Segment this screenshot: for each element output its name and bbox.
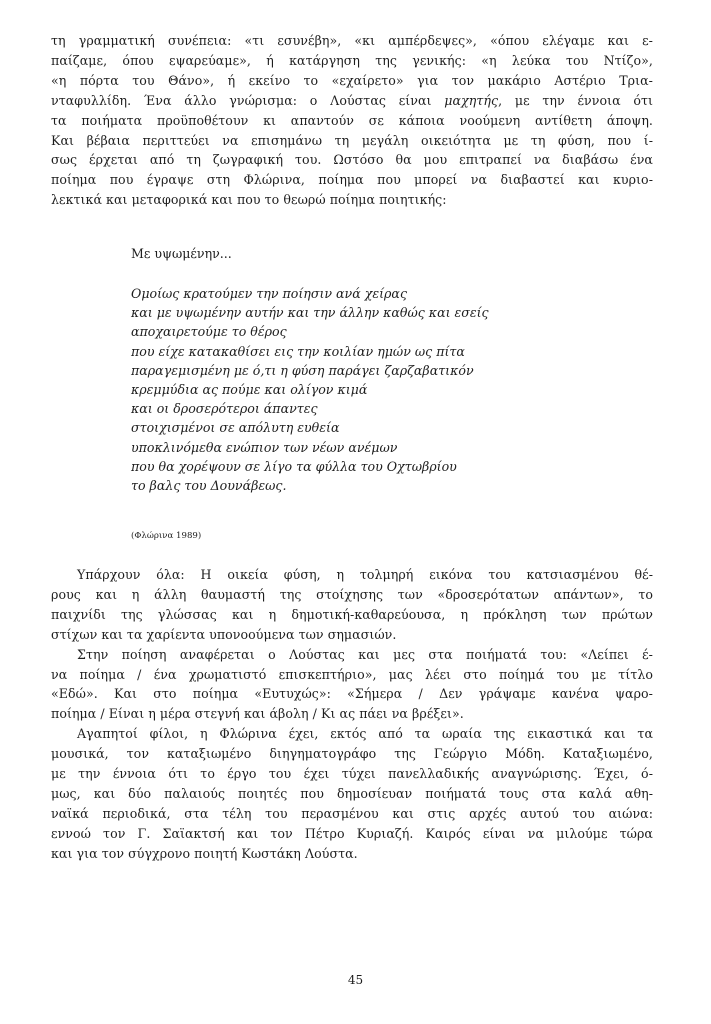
text-line: παίζαμε, όπου εψαρεύαμε», ή κατάργηση της γενικής: «η λεύκα του Ντίζο», [51, 52, 653, 68]
text-line: με την έννοια ότι το έργο του έχει τύχει πανελλαδικής αναγνώρισης. Έχει, ό- [51, 766, 653, 782]
text-line: λεκτικά και μεταφορικά και που το θεωρώ ποίημα ποιητικής: [51, 192, 447, 208]
poem-line: στοιχισμένοι σε απόλυτη ευθεία [131, 420, 340, 436]
text-line: και για τον σύγχρονο ποιητή Κωστάκη Λούστα. [51, 845, 358, 861]
poem-line: κρεμμύδια ας πούμε και ολίγον κιμά [131, 382, 368, 398]
page-number: 45 [347, 973, 364, 987]
text-line: Υπάρχουν όλα: Η οικεία φύση, η τολμηρή εικόνα του κατσιασμένου θέ- [77, 567, 653, 582]
poem-line: αποχαιρετούμε το θέρος [131, 324, 287, 340]
text-line: τη γραμματική συνέπεια: «τι εσυνέβη», «κι αμπέρδεψες», «όπου ελέγαμε και ε- [51, 33, 653, 48]
poem-line: υποκλινόμεθα ενώπιον των νέων ανέμων [131, 439, 398, 455]
text-line: στίχων και τα χαρίεντα υπονοούμενα των σημασιών. [51, 626, 397, 642]
emphasized-word: μαχητής [444, 92, 499, 108]
poem-line: και οι δροσερότεροι άπαντες [131, 401, 318, 417]
text-line: ρους και η άλλη θαυμαστή της στοίχησης των «δροσερότατων απάντων», το [51, 586, 653, 602]
text-line: εννοώ τον Γ. Σαϊακτσή και τον Πέτρο Κυριαζή. Καιρός είναι να μιλούμε τώρα [51, 825, 653, 841]
poem-body [131, 284, 611, 495]
text-fragment: , με την έννοια ότι [498, 92, 653, 108]
text-line: παιχνίδι της γλώσσας και η δημοτική-καθαρεύουσα, η πρόκληση των πρώτων [51, 606, 653, 622]
text-line: Αγαπητοί φίλοι, η Φλώρινα έχει, εκτός από τα ωραία της εικαστικά και τα [77, 726, 653, 742]
poem-line: που είχε κατακαθίσει εις την κοιλίαν ημών ως πίτα [131, 343, 465, 359]
text-line: «η πόρτα του Θάνο», ή εκείνο το «εχαίρετο» για τον μακάριο Αστέριο Τρια- [51, 72, 653, 88]
poem-line: που θα χορέψουν σε λίγο τα φύλλα του Οχτωβρίου [131, 458, 457, 474]
text-line: «Εδώ». Και στο ποίημα «Ευτυχώς»: «Σήμερα / Δεν γράψαμε κανένα ψαρο- [51, 686, 653, 702]
poem-line: το βαλς του Δουνάβεως. [131, 478, 287, 494]
intro-paragraph [51, 31, 653, 210]
text-line: ποίημα που έγραψε στη Φλώρινα, ποίημα που μπορεί να διαβαστεί και κυριο- [51, 172, 653, 188]
body-paragraphs [51, 565, 653, 864]
text-line: Και βέβαια περιττεύει να επισημάνω τη μεγάλη οικειότητα με τη φύση, που ί- [51, 132, 653, 148]
text-line: μως, και δύο παλαιούς ποιητές που δημοσίευαν ποιήματά τους στα καλά αθη- [51, 785, 653, 801]
poem-place-date: (Φλώρινα 1989) [131, 531, 202, 541]
text-line [51, 91, 653, 111]
text-line: μουσικά, τον καταξιωμένο διηγηματογράφο της Γεώργιο Μόδη. Καταξιωμένο, [51, 746, 653, 762]
poem-line: Ομοίως κρατούμεν την ποίησιν ανά χείρας [131, 286, 407, 301]
text-line: Στην ποίηση αναφέρεται ο Λούστας και μες στα ποιήματά του: «Λείπει έ- [77, 646, 653, 662]
poem-line: και με υψωμένην αυτήν και την άλλην καθώς και εσείς [131, 305, 489, 321]
text-line: ναϊκά περιοδικά, στα τέλη του περασμένου και στις αρχές αυτού του αιώνα: [51, 805, 653, 821]
text-fragment: νταφυλλίδη. Ένα άλλο γνώρισμα: ο Λούστας είναι [51, 92, 445, 108]
text-line: τα ποιήματα προϋποθέτουν κι απαντούν σε κάποια νοούμενη αντίθετη άποψη. [51, 112, 653, 128]
text-line: ποίημα / Είναι η μέρα στεγνή και άβολη / Κι ας πάει να βρέξει». [51, 706, 464, 722]
text-line: σως έρχεται από τη ζωγραφική του. Ωστόσο θα μου επιτραπεί να διαβάσω ένα [51, 152, 653, 168]
text-line: να ποίημα / ένα χρωματιστό επισκεπτήριο», μας λέει στο ποίημά του με τίτλο [51, 666, 653, 682]
poem-line: παραγεμισμένη με ό,τι η φύση παράγει ζαρζαβατικόν [131, 362, 474, 378]
poem-title: Με υψωμένην... [131, 246, 232, 261]
